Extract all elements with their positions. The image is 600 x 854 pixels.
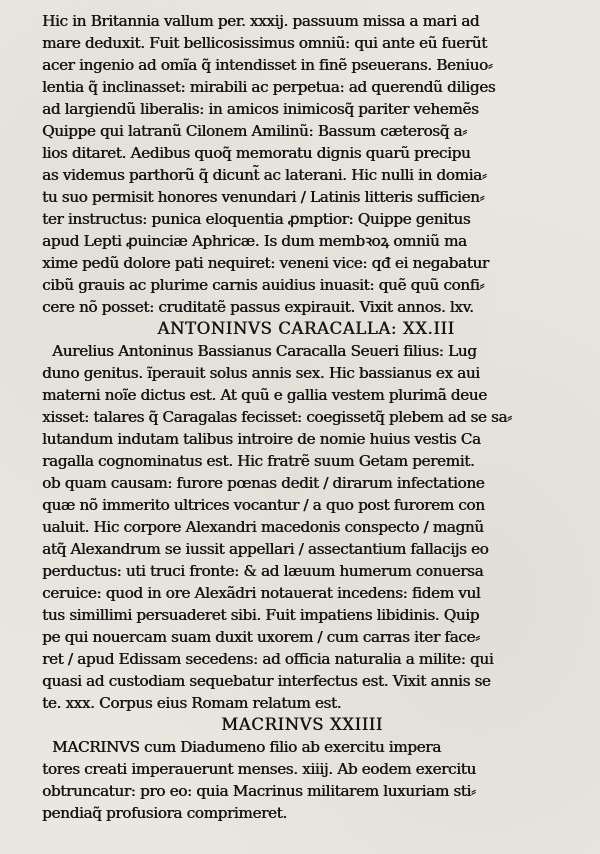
text-line: Aurelius Antoninus Bassianus Caracalla Seueri filius: Lug [52,342,477,360]
text-line: ragalla cognominatus est. Hic fratrẽ suum Getam peremit. [42,452,475,470]
text-line: Hic in Britannia vallum per. xxxij. passuum missa a mari ad [42,12,480,30]
text-line: ob quam causam: furore pœnas dedit / dirarum infectatione [42,474,485,492]
text-line: quasi ad custodiam sequebatur interfectus est. Vixit annis se [42,672,491,690]
text-line: pendiaq̃ profusiora comprimeret. [42,804,287,822]
text-line: cibũ grauis ac plurime carnis auidius inuasit: quẽ quũ confi⸗ [42,276,485,294]
text-line: materni noĩe dictus est. At quũ e gallia vestem plurimã deue [42,386,487,404]
chapter-heading-macrinus: MACRINVS XXIIII [221,715,383,734]
text-line: xisset: talares q̃ Caragalas fecisset: coegissetq̃ plebem ad se sa⸗ [42,408,512,426]
text-line: lutandum indutam talibus introire de nomie huius vestis Ca [42,430,481,448]
chapter-heading-caracalla: ANTONINVS CARACALLA: XX.III [157,319,455,338]
text-line: obtruncatur: pro eo: quia Macrinus militarem luxuriam sti⸗ [42,782,476,800]
text-line: cere nõ posset: cruditatẽ passus expirauit. Vixit annos. lxv. [42,298,474,316]
paragraph-caracalla [42,340,562,714]
text-line: lios ditaret. Aedibus quoq̃ memoratu dignis quarũ precipu [42,144,471,162]
text-line: pe qui nouercam suam duxit uxorem / cum carras iter face⸗ [42,628,480,646]
text-line: Quippe qui latranũ Cilonem Amilinũ: Bassum cæterosq̃ a⸗ [42,122,467,140]
text-line: tu suo permisit honores venundari / Latinis litteris sufficien⸗ [42,188,485,206]
paragraph-hadrian [42,10,562,318]
text-line: xime pedũ dolore pati nequiret: veneni vice: qđ ei negabatur [42,254,489,272]
text-line: quæ nõ immerito ultrices vocantur / a quo post furorem con [42,496,485,514]
text-line: perductus: uti truci fronte: & ad læuum humerum conuersa [42,562,484,580]
text-line: lentia q̃ inclinasset: mirabili ac perpetua: ad querendũ diliges [42,78,496,96]
text-line: te. xxx. Corpus eius Romam relatum est. [42,694,342,712]
text-line: ceruice: quod in ore Alexãdri notauerat incedens: fidem vul [42,584,481,602]
text-line: mare deduxit. Fuit bellicosissimus omniũ: qui ante eũ fuerũt [42,34,487,52]
text-line: duno genitus. ĩperauit solus annis sex. Hic bassianus ex aui [42,364,480,382]
text-line: ret / apud Edissam secedens: ad officia naturalia a milite: qui [42,650,494,668]
text-line: apud Lepti ꝓuinciæ Aphricæ. Is dum membꝛoꝝ omniũ ma [42,232,467,250]
text-line: acer ingenio ad omĩa q̃ intendisset in finẽ pseuerans. Beniuo⸗ [42,56,493,74]
text-line: atq̃ Alexandrum se iussit appellari / assectantium fallacijs eo [42,540,489,558]
text-line: MACRINVS cum Diadumeno filio ab exercitu impera [52,738,441,756]
text-line: as videmus parthorũ q̃ dicunt̃ ac laterani. Hic nulli in domia⸗ [42,166,487,184]
text-line: ualuit. Hic corpore Alexandri macedonis conspecto / magnũ [42,518,484,536]
paragraph-macrinus [42,736,562,824]
text-block [42,10,562,824]
text-line: ter instructus: punica eloquentia ꝓmptior: Quippe genitus [42,210,471,228]
text-line: tores creati imperauerunt menses. xiiij. Ab eodem exercitu [42,760,476,778]
text-line: tus simillimi persuaderet sibi. Fuit impatiens libidinis. Quip [42,606,480,624]
text-line: ad largiendũ liberalis: in amicos inimicosq̃ pariter vehemẽs [42,100,479,118]
